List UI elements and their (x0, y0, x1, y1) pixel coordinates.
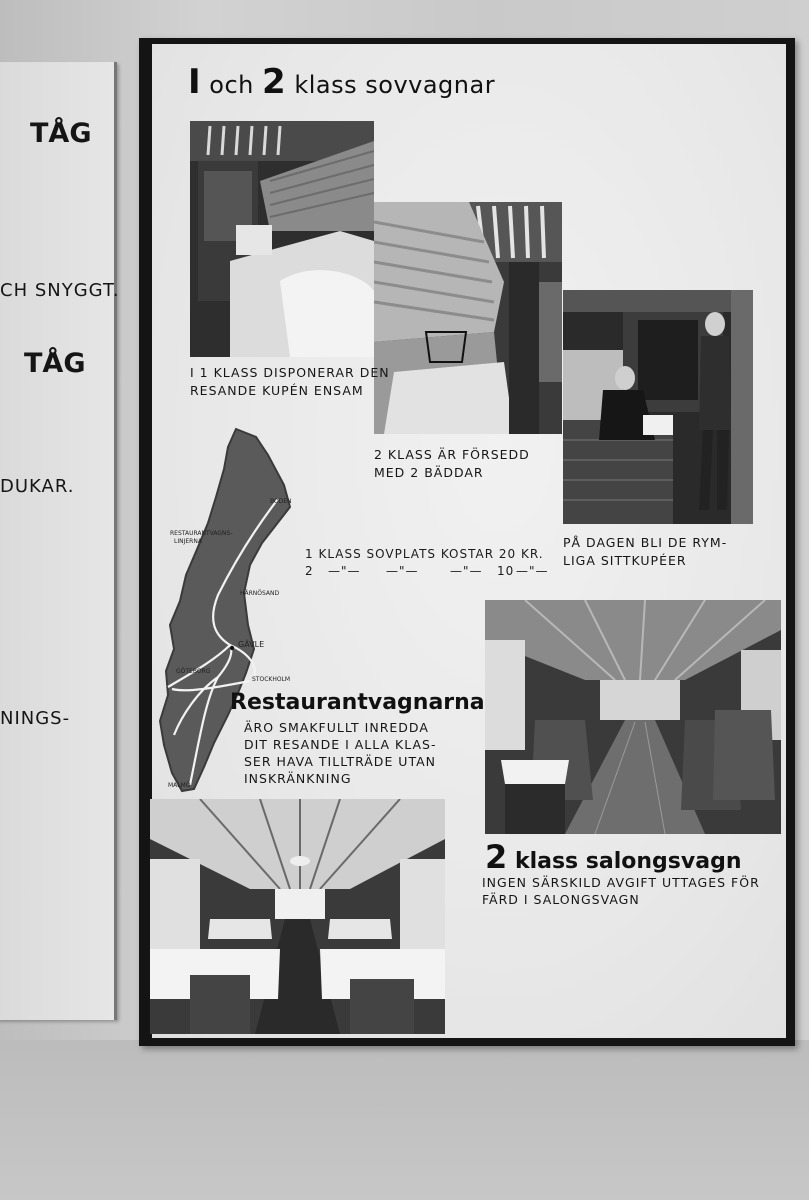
headline-number-2: 2 (262, 62, 287, 102)
photo-daytime-compartment (563, 290, 753, 524)
map-city-label: HÄRNÖSAND (240, 590, 280, 597)
salon-title (485, 838, 742, 876)
headline-och: och (209, 71, 254, 99)
caption-daytime (563, 534, 727, 570)
price-amount: 10 (497, 564, 515, 578)
map-city-label: STOCKHOLM (252, 676, 291, 683)
caption-line: I 1 KLASS DISPONERAR DEN (190, 365, 390, 380)
salon-caption (482, 874, 760, 908)
caption-line: INGEN SÄRSKILD AVGIFT UTTAGES FÖR (482, 875, 760, 890)
caption-line: DIT RESANDE I ALLA KLAS- (244, 737, 437, 752)
restaurant-caption (244, 719, 436, 787)
photo-restaurant-car (150, 799, 445, 1034)
caption-line: LIGA SITTKUPÉER (563, 553, 687, 568)
side-poster-line: DUKAR. (0, 476, 75, 497)
caption-line: SER HAVA TILLTRÄDE UTAN (244, 754, 437, 769)
wall-floor-shade (0, 1040, 809, 1200)
caption-line: PÅ DAGEN BLI DE RYM- (563, 535, 728, 550)
photo-salon-car (485, 600, 781, 834)
restaurant-title: Restaurantvagnarna (230, 690, 485, 715)
caption-line: INSKRÄNKNING (244, 771, 352, 786)
side-poster-line: TÅG (30, 118, 92, 149)
map-city-label: BODEN (270, 498, 292, 505)
map-line-label: LINJERNA (174, 538, 202, 545)
side-poster-line: NINGS- (0, 708, 71, 729)
caption-line: ÄRO SMAKFULLT INREDDA (244, 720, 429, 735)
price-first-class: 1 KLASS SOVPLATS KOSTAR 20 KR. (305, 547, 544, 561)
map-city-label: GÄVLE (238, 640, 265, 649)
photo-second-class-compartment (374, 202, 562, 434)
map-line-label: RESTAURANTVAGNS- (170, 530, 233, 537)
poster-headline (188, 62, 495, 102)
price-ditto: —"— (386, 564, 419, 578)
map-city-label: MALMÖ (168, 782, 191, 789)
salon-title-number: 2 (485, 838, 508, 876)
price-ditto: —"— (450, 564, 483, 578)
photo-first-class-compartment (190, 121, 374, 357)
price-class: 2 (305, 564, 314, 578)
caption-second-class (374, 446, 530, 482)
side-poster-line: TÅG (24, 348, 86, 379)
caption-line: FÄRD I SALONGSVAGN (482, 892, 640, 907)
headline-rest: klass sovvagnar (294, 71, 496, 99)
caption-line: 2 KLASS ÄR FÖRSEDD (374, 447, 530, 462)
caption-line: RESANDE KUPÉN ENSAM (190, 383, 364, 398)
side-poster-line: CH SNYGGT. (0, 280, 120, 301)
salon-title-text: klass salongsvagn (514, 849, 742, 874)
map-city-label: GÖTEBORG (176, 668, 211, 675)
price-ditto: —"— (328, 564, 361, 578)
price-ditto: —"— (516, 564, 549, 578)
headline-number-1: I (188, 62, 202, 102)
caption-line: MED 2 BÄDDAR (374, 465, 484, 480)
side-poster (0, 62, 120, 1020)
caption-first-class (190, 364, 390, 400)
